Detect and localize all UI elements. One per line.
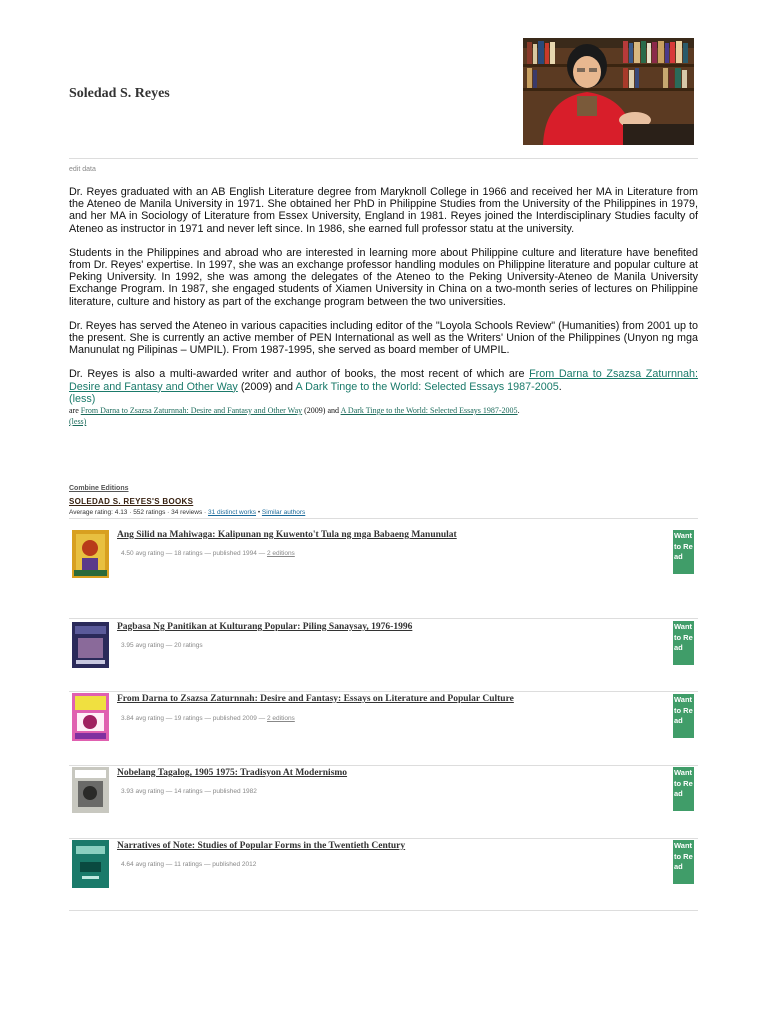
book-cover[interactable] [72,767,109,813]
book-meta-text: 3.93 avg rating — 14 ratings — published 1982 [121,788,257,795]
book-link-darna[interactable]: From Darna to Zsazsa Zaturnnah: Desire and Fantasy and Other Way [69,368,698,393]
stats-text: Average rating: 4.13 · 552 ratings · 34 reviews · [69,509,208,516]
divider [69,158,698,159]
editions-link[interactable]: 2 editions [266,715,295,722]
want-to-read-button[interactable]: Want to Read [673,694,694,738]
want-to-read-button[interactable]: Want to Read [673,621,694,665]
bio-truncated-text [69,405,698,427]
book-title[interactable]: Ang Silid na Mahiwaga: Kalipunan ng Kuwento't Tula ng mga Babaeng Manunulat [117,530,457,540]
divider [69,518,698,519]
small-book-link-darna[interactable]: From Darna to Zsazsa Zaturnnah: Desire and Fantasy and Other Way [80,406,303,416]
book-cover[interactable] [72,622,109,668]
less-link-2[interactable]: (less) [69,417,87,427]
author-photo [523,38,694,145]
small-book-link-dark-tinge[interactable]: A Dark Tinge to the World: Selected Essays 1987-2005 [340,406,518,416]
less-link[interactable]: (less) [69,392,96,405]
book-title[interactable]: Narratives of Note: Studies of Popular Forms in the Twentieth Century [117,841,406,851]
book-cover[interactable] [72,693,109,741]
author-stats [69,509,305,516]
bio-paragraph-1: Dr. Reyes graduated with an AB English Literature degree from Maryknoll College in 1966 and received her MA in Literature from the Ateneo de Manila University in 1971. She obtained her PhD in Philippine Studies from the University of the Philippines in 1979, and her MA in Sociology of Literature from Essex University, England in 1981. Reyes joined the Interdisciplinary Studies faculty of Ateneo as instructor in 1971 and never left since. In 1986, she earned full professor statu at the university. [69,186,698,235]
books-heading[interactable]: SOLEDAD S. REYES'S BOOKS [69,497,194,506]
divider [69,618,698,619]
book-title[interactable]: From Darna to Zsazsa Zaturnnah: Desire and Fantasy: Essays on Literature and Popular Culture [117,694,514,704]
book-cover[interactable] [72,840,109,888]
edit-data-link[interactable]: edit data [69,166,96,173]
small-prefix: are [69,406,81,416]
book-title[interactable]: Nobelang Tagalog, 1905 1975: Tradisyon At Modernismo [117,768,348,778]
small-mid: (2009) and [302,406,341,416]
divider [69,765,698,766]
divider [69,691,698,692]
bio-paragraph-2: Students in the Philippines and abroad who are interested in learning more about Philippine culture and literature have benefited from Dr. Reyes' expertise. In 1997, she was an exchange professor handling modules on Philippine literature and popular culture at Peking University. In 1992, she was among the delegates of the Ateneo to the Peking University-Ateneo de Manila University Exchange Program. In 1987, she engaged students of Xiamen University in China on a two-month series of lectures on Philippine literature, culture and history as part of the exchange program between the two universities. [69,246,698,308]
bio-p4-end: . [558,380,562,393]
want-to-read-button[interactable]: Want to Read [673,840,694,884]
divider [69,910,698,911]
author-bio [69,186,698,427]
divider [69,838,698,839]
book-meta [121,788,257,795]
small-end: . [517,406,520,416]
book-meta [121,715,295,722]
book-meta-text: 3.84 avg rating — 19 ratings — published 2009 — [121,715,267,722]
combine-editions-link[interactable]: Combine Editions [69,485,129,492]
book-meta-text: 4.64 avg rating — 11 ratings — published 2012 [121,861,257,868]
book-meta-text: 4.50 avg rating — 18 ratings — published 1994 — [121,550,267,557]
book-meta [121,861,256,868]
book-meta [121,642,203,649]
book-cover[interactable] [72,530,109,578]
author-name: Soledad S. Reyes [69,86,170,101]
want-to-read-button[interactable]: Want to Read [673,530,694,574]
editions-link[interactable]: 2 editions [266,550,295,557]
bio-p4-prefix: Dr. Reyes is also a multi-awarded writer and author of books, the most recent of which are [69,368,530,381]
bio-p4-mid: (2009) and [237,380,296,393]
book-title[interactable]: Pagbasa Ng Panitikan at Kulturang Popular: Piling Sanaysay, 1976-1996 [117,622,413,632]
bio-paragraph-4 [69,368,698,405]
similar-authors-link[interactable]: Similar authors [261,509,306,516]
stats-sep: • [256,509,262,516]
book-link-dark-tinge[interactable]: A Dark Tinge to the World: Selected Essays 1987-2005 [295,380,559,393]
book-meta [121,550,295,557]
want-to-read-button[interactable]: Want to Read [673,767,694,811]
book-meta-text: 3.95 avg rating — 20 ratings [121,642,203,649]
distinct-works-link[interactable]: 31 distinct works [207,509,257,516]
bio-paragraph-3: Dr. Reyes has served the Ateneo in various capacities including editor of the "Loyola Schools Review" (Humanities) from 2001 up to the present. She is currently an active member of PEN International as well as the Writers' Union of the Philippines (Unyon ng mga Manunulat ng Pilipinas – UMPIL). From 1987-1995, she served as board member of UMPIL. [69,319,698,357]
